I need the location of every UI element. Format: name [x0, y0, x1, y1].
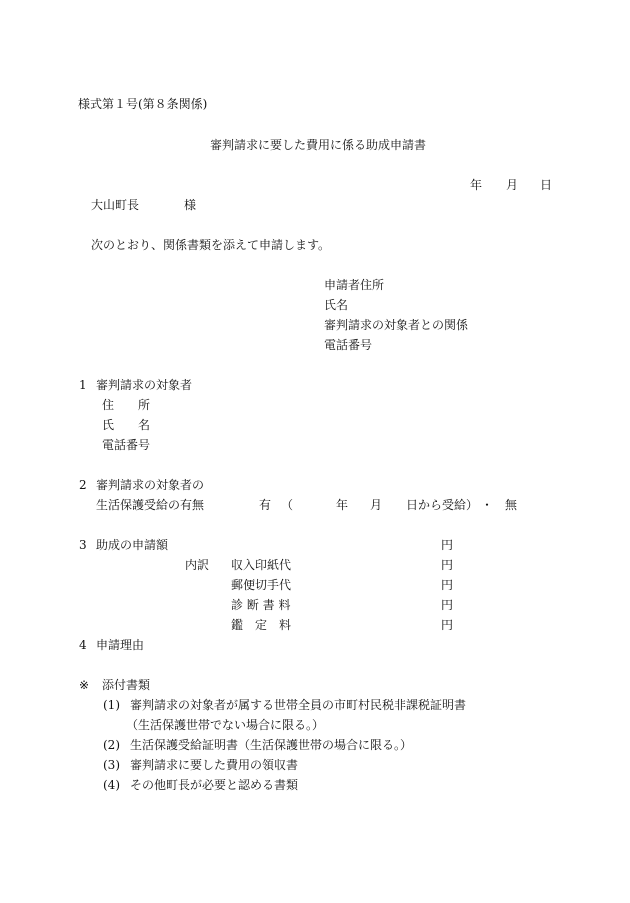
section1-phone-label: 電話番号: [102, 438, 151, 452]
breakdown-currency: 円: [441, 618, 454, 632]
attachment-text: （生活保護世帯でない場合に限る。）: [126, 718, 325, 732]
intro-text: 次のとおり、関係書類を添えて申請します。: [91, 238, 331, 252]
welfare-from-label: 日から受給）: [406, 498, 479, 512]
breakdown-item: 診 断 書 料: [231, 598, 291, 612]
welfare-year-label: 年: [336, 498, 349, 512]
welfare-month-label: 月: [370, 498, 383, 512]
applicant-address-label: 申請者住所: [324, 278, 385, 292]
applicant-relation-label: 審判請求の対象者との関係: [324, 318, 469, 332]
attachment-text: その他町長が必要と認める書類: [130, 778, 299, 792]
addressee-honorific: 様: [184, 198, 197, 212]
section1-address-label: 住 所: [102, 398, 151, 412]
attachment-number: (4): [103, 778, 120, 792]
section2-subtitle: 生活保護受給の有無: [96, 498, 205, 512]
section1-title: 審判請求の対象者: [96, 378, 193, 392]
welfare-separator-dot: ・: [481, 498, 494, 512]
attachment-number: (1): [103, 698, 120, 712]
attachment-number: (2): [103, 738, 120, 752]
breakdown-currency: 円: [441, 578, 454, 592]
applicant-phone-label: 電話番号: [324, 338, 373, 352]
date-month-label: 月: [506, 178, 519, 192]
welfare-no-option: 無: [505, 498, 518, 512]
section2-number: 2: [79, 478, 87, 492]
section4-number: 4: [79, 638, 87, 652]
attachment-number: (3): [103, 758, 120, 772]
attachment-text: 審判請求に要した費用の領収書: [130, 758, 299, 772]
section1-name-label: 氏 名: [102, 418, 151, 432]
date-year-label: 年: [470, 178, 483, 192]
date-day-label: 日: [540, 178, 553, 192]
breakdown-currency: 円: [441, 558, 454, 572]
welfare-yes-option: 有: [259, 498, 272, 512]
breakdown-currency: 円: [441, 598, 454, 612]
section3-title: 助成の申請額: [96, 538, 169, 552]
section2-title: 審判請求の対象者の: [96, 478, 205, 492]
breakdown-item: 郵便切手代: [231, 578, 292, 592]
attachment-text: 審判請求の対象者が属する世帯全員の市町村民税非課税証明書: [130, 698, 467, 712]
section1-number: 1: [79, 378, 87, 392]
form-number: 様式第１号(第８条関係): [78, 97, 208, 111]
section4-title: 申請理由: [96, 638, 145, 652]
section3-total-currency: 円: [441, 538, 454, 552]
breakdown-item: 収入印紙代: [231, 558, 292, 572]
attachment-text: 生活保護受給証明書（生活保護世帯の場合に限る。）: [130, 738, 413, 752]
applicant-name-label: 氏名: [324, 298, 349, 312]
section3-number: 3: [79, 538, 87, 552]
attachments-mark: ※: [79, 678, 90, 692]
breakdown-item: 鑑 定 料: [231, 618, 292, 632]
page-title: 審判請求に要した費用に係る助成申請書: [210, 138, 427, 152]
addressee-name: 大山町長: [91, 198, 140, 212]
breakdown-label: 内訳: [185, 558, 210, 572]
welfare-open-paren: （: [281, 498, 294, 512]
attachments-title: 添付書類: [102, 678, 151, 692]
